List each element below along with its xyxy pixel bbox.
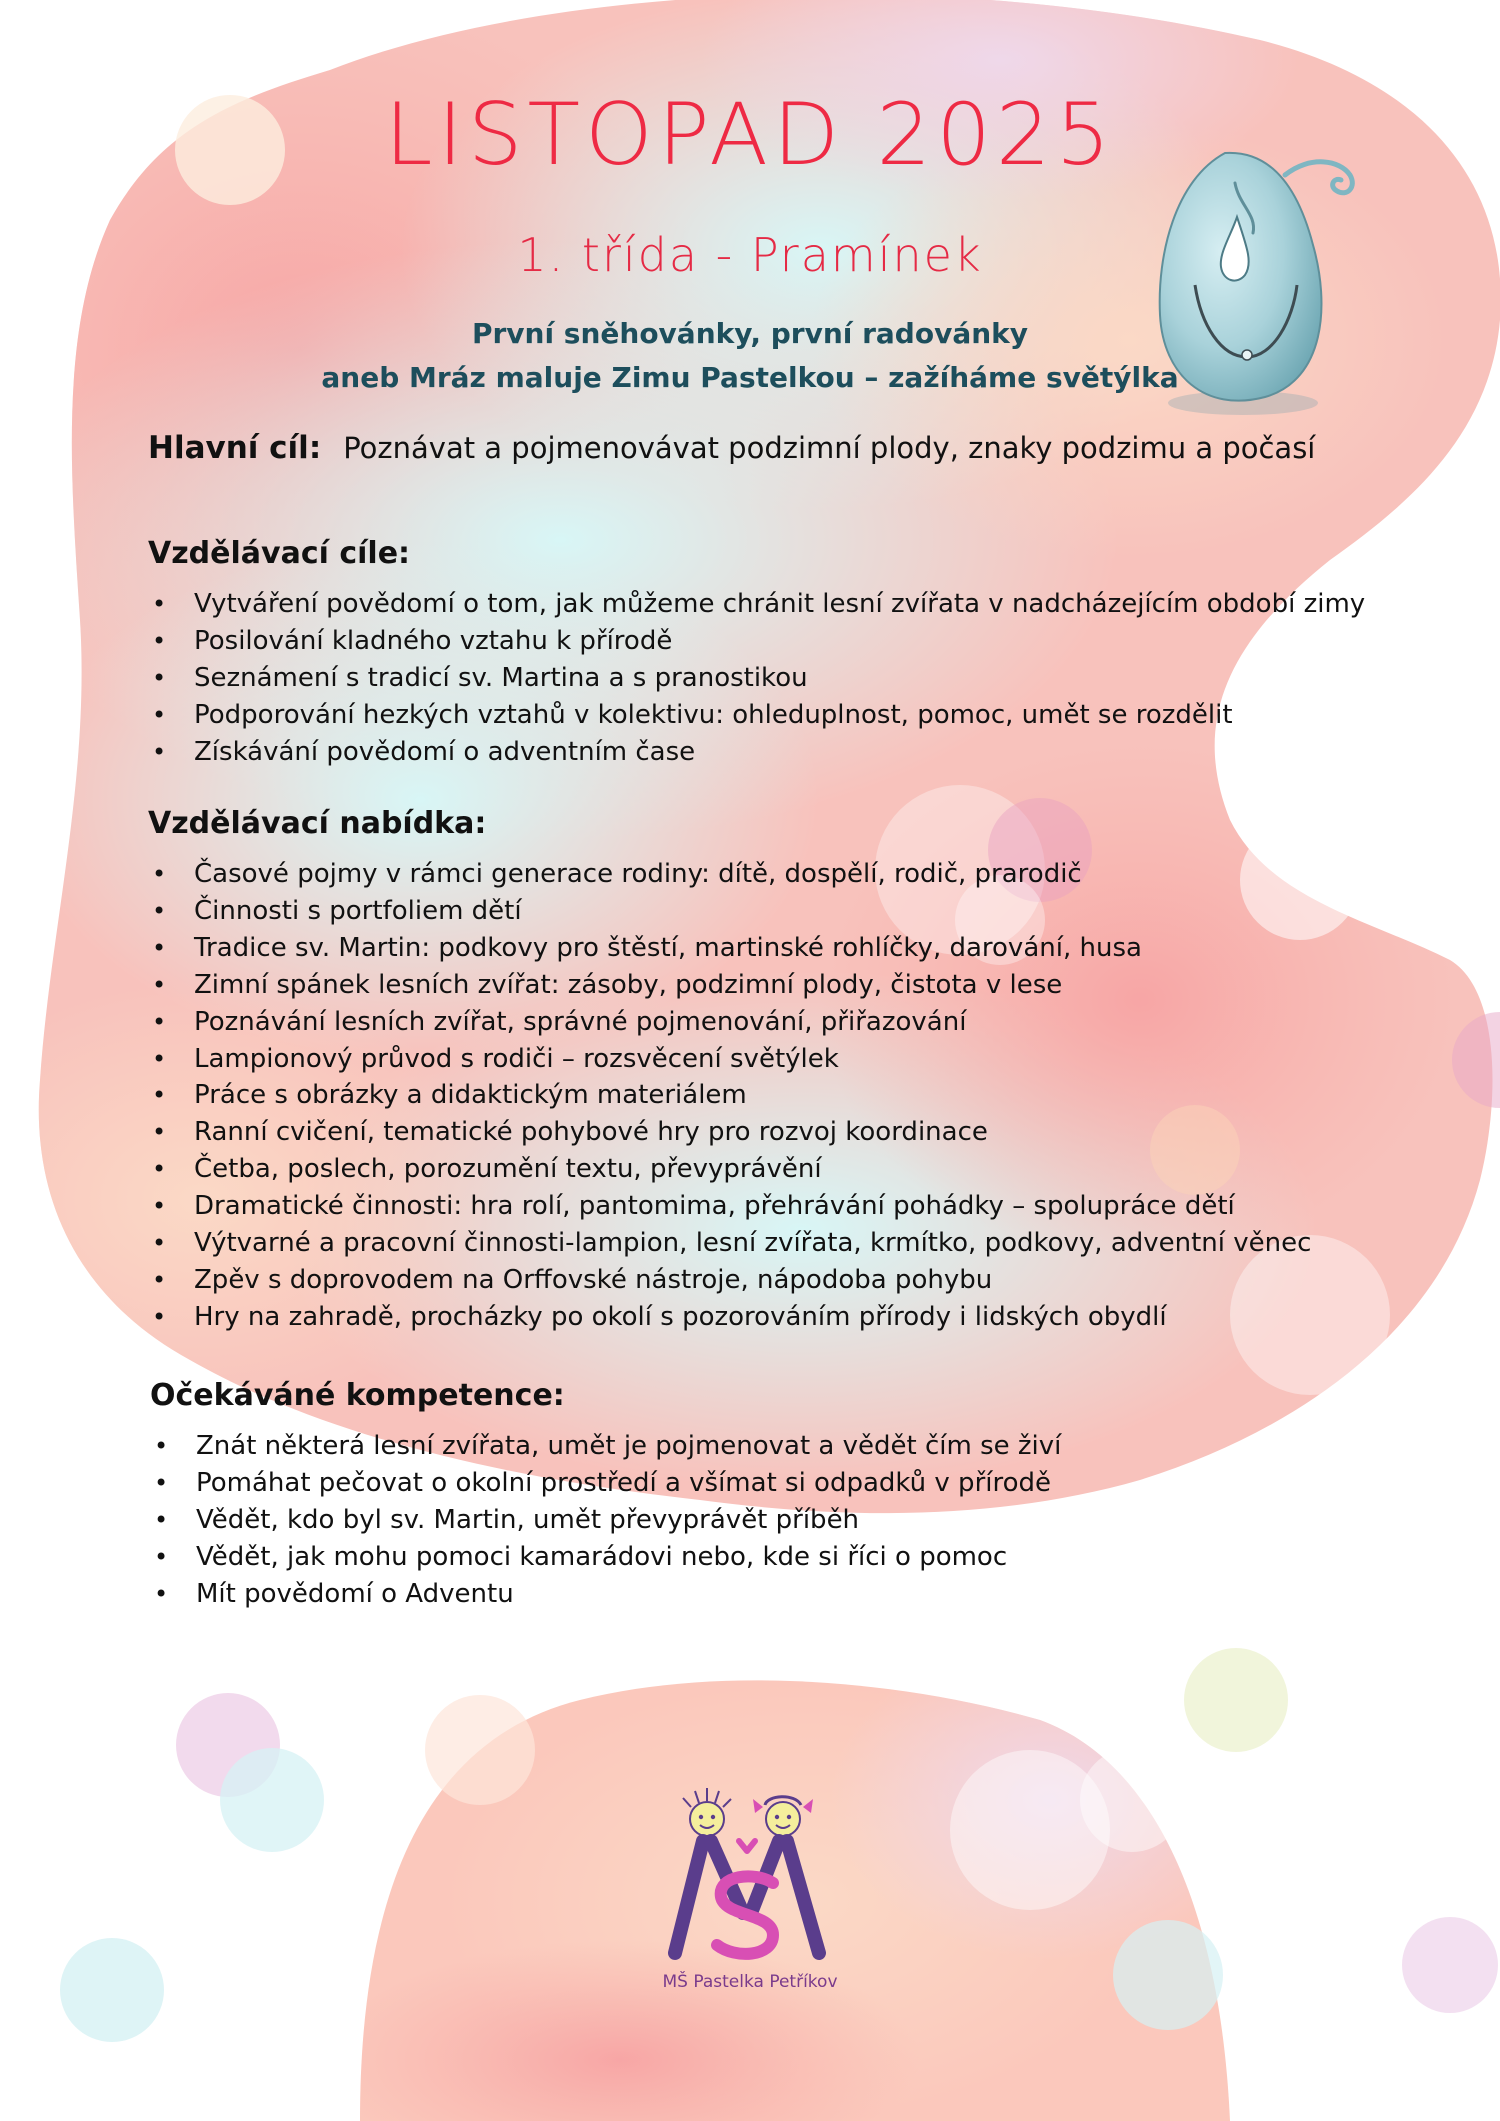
list-item: • Poznávání lesních zvířat, správné pojmenování, přiřazování xyxy=(148,1004,1311,1041)
main-goal-text: Poznávat a pojmenovávat podzimní plody, znaky podzimu a počasí xyxy=(343,431,1316,465)
bullet-icon: • xyxy=(152,700,167,729)
bullet-icon: • xyxy=(152,1302,167,1331)
bullet-icon: • xyxy=(152,1007,167,1036)
list-item: • Tradice sv. Martin: podkovy pro štěstí, martinské rohlíčky, darování, husa xyxy=(148,930,1311,967)
list-item: • Četba, poslech, porozumění textu, převyprávění xyxy=(148,1151,1311,1188)
list-item: • Seznámení s tradicí sv. Martina a s pranostikou xyxy=(148,660,1365,697)
section-heading-offer: Vzdělávací nabídka: xyxy=(148,806,487,841)
bullet-icon: • xyxy=(152,896,167,925)
bullet-icon: • xyxy=(152,663,167,692)
main-goal xyxy=(148,428,1315,468)
bullet-icon: • xyxy=(152,860,167,888)
competences-list xyxy=(150,1428,1061,1613)
list-item: • Vědět, kdo byl sv. Martin, umět převyprávět příběh xyxy=(150,1502,1061,1539)
section-heading-goals: Vzdělávací cíle: xyxy=(148,536,411,571)
school-logo-icon xyxy=(655,1785,845,1970)
bullet-icon: • xyxy=(152,1265,167,1294)
list-item: • Činnosti s portfoliem dětí xyxy=(148,893,1311,930)
bullet-icon: • xyxy=(152,590,167,618)
list-item: • Zpěv s doprovodem na Orffovské nástroje, nápodoba pohybu xyxy=(148,1262,1311,1299)
list-item: • Hry na zahradě, procházky po okolí s pozorováním přírody i lidských obydlí xyxy=(148,1299,1311,1336)
bullet-icon: • xyxy=(152,626,167,655)
list-item: • Vytváření povědomí o tom, jak můžeme chránit lesní zvířata v nadcházejícím období zimy xyxy=(148,586,1365,623)
bullet-icon: • xyxy=(154,1579,169,1608)
theme-line-1: První sněhovánky, první radovánky xyxy=(471,317,1029,350)
bullet-icon: • xyxy=(152,1155,167,1184)
list-item: • Podporování hezkých vztahů v kolektivu: ohleduplnost, pomoc, umět se rozdělit xyxy=(148,697,1365,734)
bullet-icon: • xyxy=(154,1542,169,1571)
page-title: LISTOPAD 2025 xyxy=(384,85,1116,185)
list-item: • Časové pojmy v rámci generace rodiny: dítě, dospělí, rodič, prarodič xyxy=(148,856,1311,893)
theme-line-2: aneb Mráz maluje Zimu Pastelkou – zažíháme světýlka xyxy=(321,361,1179,394)
list-item: • Vědět, jak mohu pomoci kamarádovi nebo, kde si říci o pomoc xyxy=(150,1539,1061,1576)
list-item: • Práce s obrázky a didaktickým materiálem xyxy=(148,1077,1311,1114)
bullet-icon: • xyxy=(152,1118,167,1147)
list-item: • Výtvarné a pracovní činnosti-lampion, lesní zvířata, krmítko, podkovy, adventní věnec xyxy=(148,1225,1311,1262)
offer-list xyxy=(148,856,1311,1336)
goals-list xyxy=(148,586,1365,771)
list-item: • Znát některá lesní zvířata, umět je pojmenovat a vědět čím se živí xyxy=(150,1428,1061,1465)
bullet-icon: • xyxy=(152,970,167,999)
bullet-icon: • xyxy=(154,1468,169,1497)
list-item: • Mít povědomí o Adventu xyxy=(150,1576,1061,1613)
list-item: • Pomáhat pečovat o okolní prostředí a všímat si odpadků v přírodě xyxy=(150,1465,1061,1502)
bullet-icon: • xyxy=(152,1044,167,1073)
class-subtitle: 1. třída - Pramínek xyxy=(517,228,983,282)
bullet-icon: • xyxy=(152,737,167,766)
list-item: • Posilování kladného vztahu k přírodě xyxy=(148,623,1365,660)
bullet-icon: • xyxy=(152,933,167,962)
bullet-icon: • xyxy=(154,1432,169,1460)
list-item: • Dramatické činnosti: hra rolí, pantomima, přehrávání pohádky – spolupráce dětí xyxy=(148,1188,1311,1225)
section-heading-competences: Očekáváné kompetence: xyxy=(150,1378,565,1413)
school-name: MŠ Pastelka Petříkov xyxy=(662,1972,838,1992)
list-item: • Lampionový průvod s rodiči – rozsvěcení světýlek xyxy=(148,1041,1311,1078)
main-goal-label: Hlavní cíl: xyxy=(148,430,322,466)
bullet-icon: • xyxy=(152,1081,167,1110)
theme-block xyxy=(230,312,1270,400)
list-item: • Zimní spánek lesních zvířat: zásoby, podzimní plody, čistota v lese xyxy=(148,967,1311,1004)
list-item: • Získávání povědomí o adventním čase xyxy=(148,734,1365,771)
bullet-icon: • xyxy=(152,1192,167,1221)
bullet-icon: • xyxy=(152,1229,167,1258)
list-item: • Ranní cvičení, tematické pohybové hry pro rozvoj koordinace xyxy=(148,1114,1311,1151)
bullet-icon: • xyxy=(154,1505,169,1534)
